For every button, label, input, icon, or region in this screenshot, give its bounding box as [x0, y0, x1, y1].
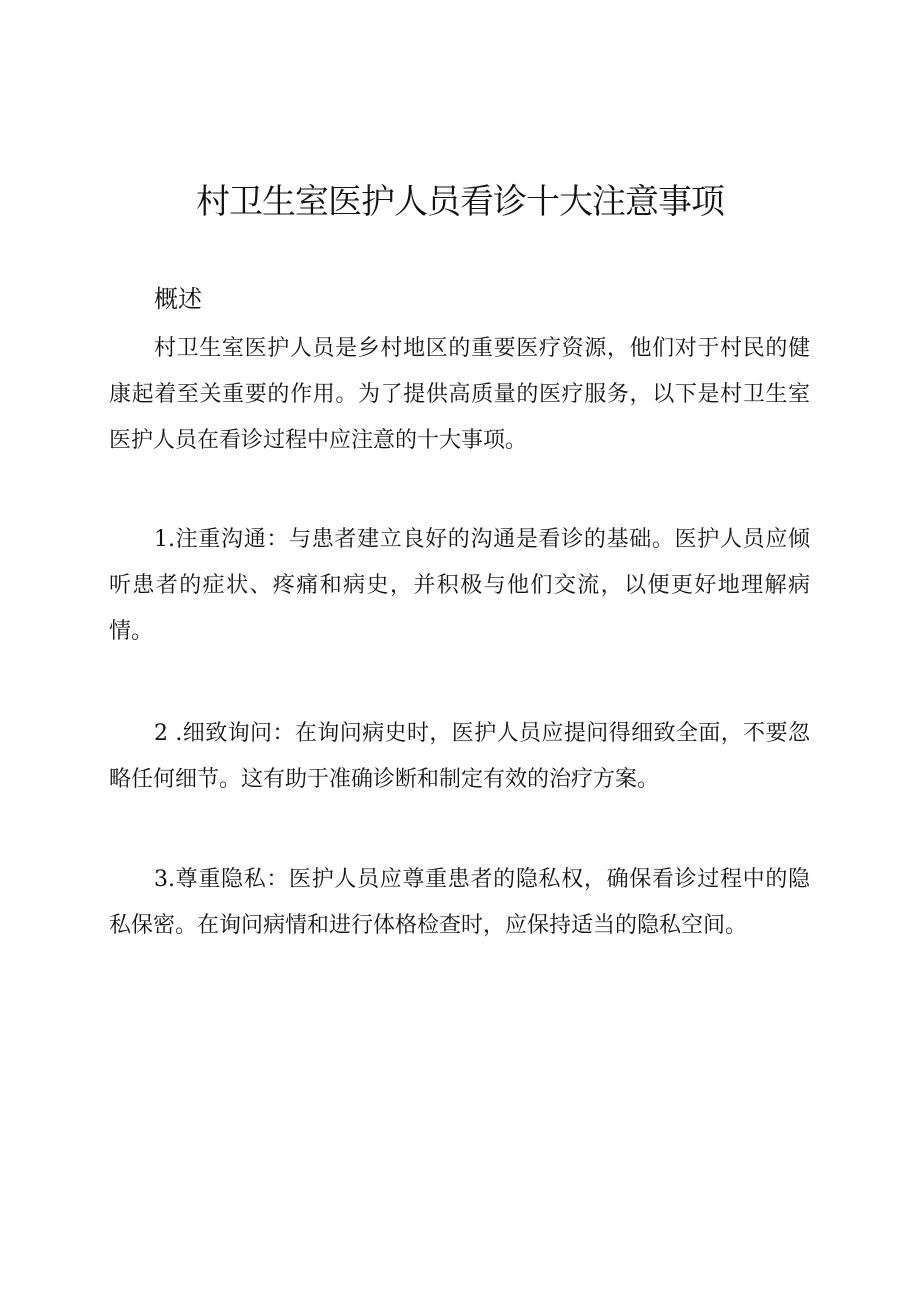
list-item: 3.尊重隐私：医护人员应尊重患者的隐私权，确保看诊过程中的隐私保密。在询问病情和进行体格检查时，应保持适当的隐私空间。 — [109, 867, 810, 938]
intro-paragraph: 村卫生室医护人员是乡村地区的重要医疗资源，他们对于村民的健康起着至关重要的作用。为了提供高质量的医疗服务，以下是村卫生室医护人员在看诊过程中应注意的十大事项。 — [109, 336, 810, 453]
section-heading: 概述 — [154, 285, 202, 313]
list-item: 1.注重沟通：与患者建立良好的沟通是看诊的基础。医护人员应倾听患者的症状、疼痛和病史，并积极与他们交流，以便更好地理解病情。 — [109, 527, 810, 644]
list-item: 2 .细致询问：在询问病史时，医护人员应提问得细致全面，不要忽略任何细节。这有助于准确诊断和制定有效的治疗方案。 — [109, 721, 810, 792]
document-title: 村卫生室医护人员看诊十大注意事项 — [196, 182, 724, 222]
